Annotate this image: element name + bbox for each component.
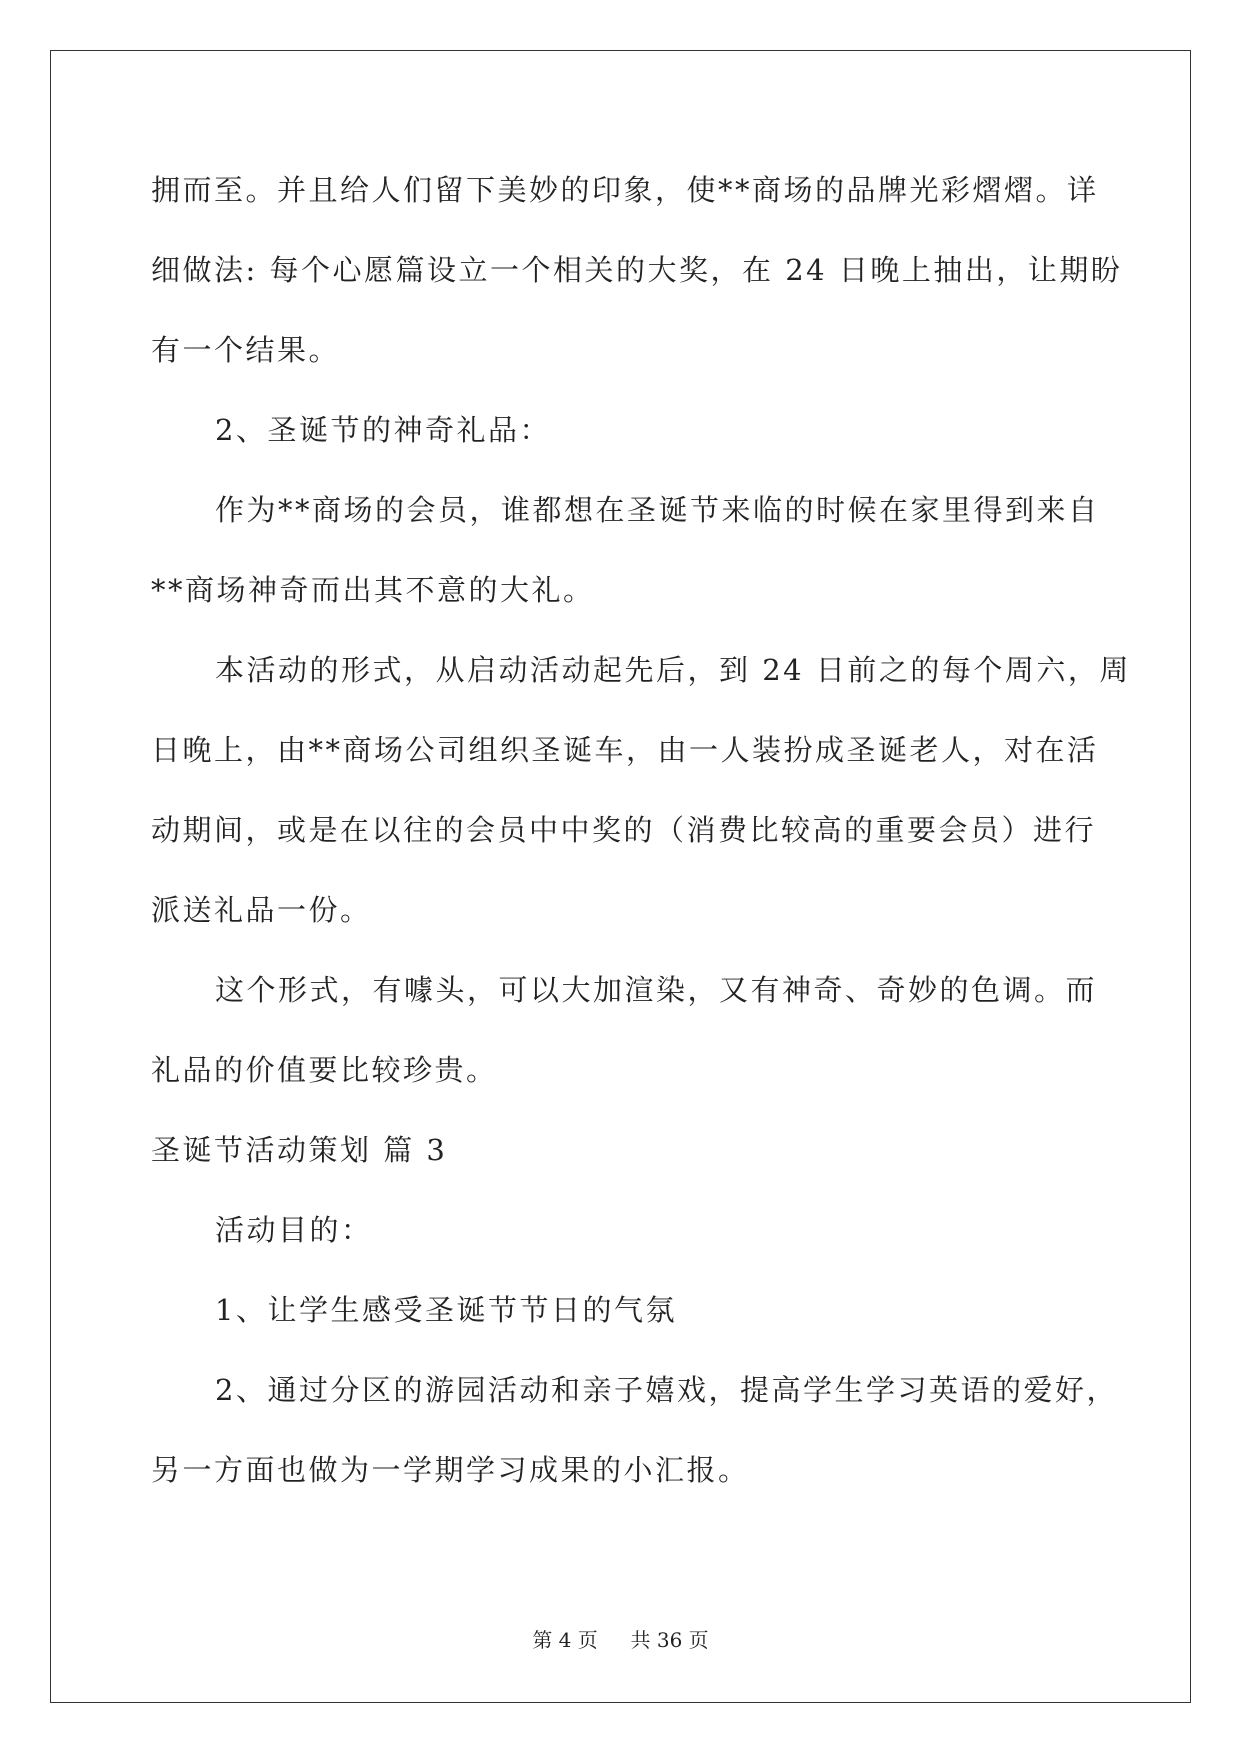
text-line: 动期间，或是在以往的会员中中奖的（消费比较高的重要会员）进行 xyxy=(151,813,1097,847)
text-line: 礼品的价值要比较珍贵。 xyxy=(151,1053,498,1087)
text-line: 拥而至。并且给人们留下美妙的印象，使**商场的品牌光彩熠熠。详 xyxy=(151,173,1099,207)
text-line: 2、圣诞节的神奇礼品： xyxy=(215,413,551,447)
text-line: 派送礼品一份。 xyxy=(151,893,372,927)
text-line: 这个形式，有噱头，可以大加渲染，又有神奇、奇妙的色调。而 xyxy=(215,973,1098,1007)
text-line: 1、让学生感受圣诞节节日的气氛 xyxy=(215,1293,677,1327)
text-line: 另一方面也做为一学期学习成果的小汇报。 xyxy=(151,1453,750,1487)
text-line: 活动目的： xyxy=(215,1213,373,1247)
text-line: 日晚上，由**商场公司组织圣诞车，由一人装扮成圣诞老人，对在活 xyxy=(151,733,1099,767)
section-heading: 圣诞节活动策划 篇 3 xyxy=(151,1133,448,1167)
text-line: 作为**商场的会员，谁都想在圣诞节来临的时候在家里得到来自 xyxy=(215,493,1100,527)
text-line: 有一个结果。 xyxy=(151,333,341,367)
page-footer xyxy=(0,1628,1241,1652)
page-number: 第 4 页 xyxy=(532,1628,598,1652)
text-line: **商场神奇而出其不意的大礼。 xyxy=(151,573,595,607)
text-line: 本活动的形式，从启动活动起先后，到 24 日前之的每个周六，周 xyxy=(215,653,1131,687)
text-line: 2、通过分区的游园活动和亲子嬉戏，提高学生学习英语的爱好， xyxy=(215,1373,1118,1407)
page-total: 共 36 页 xyxy=(630,1628,709,1652)
text-line: 细做法: 每个心愿篇设立一个相关的大奖，在 24 日晚上抽出，让期盼 xyxy=(151,253,1123,287)
